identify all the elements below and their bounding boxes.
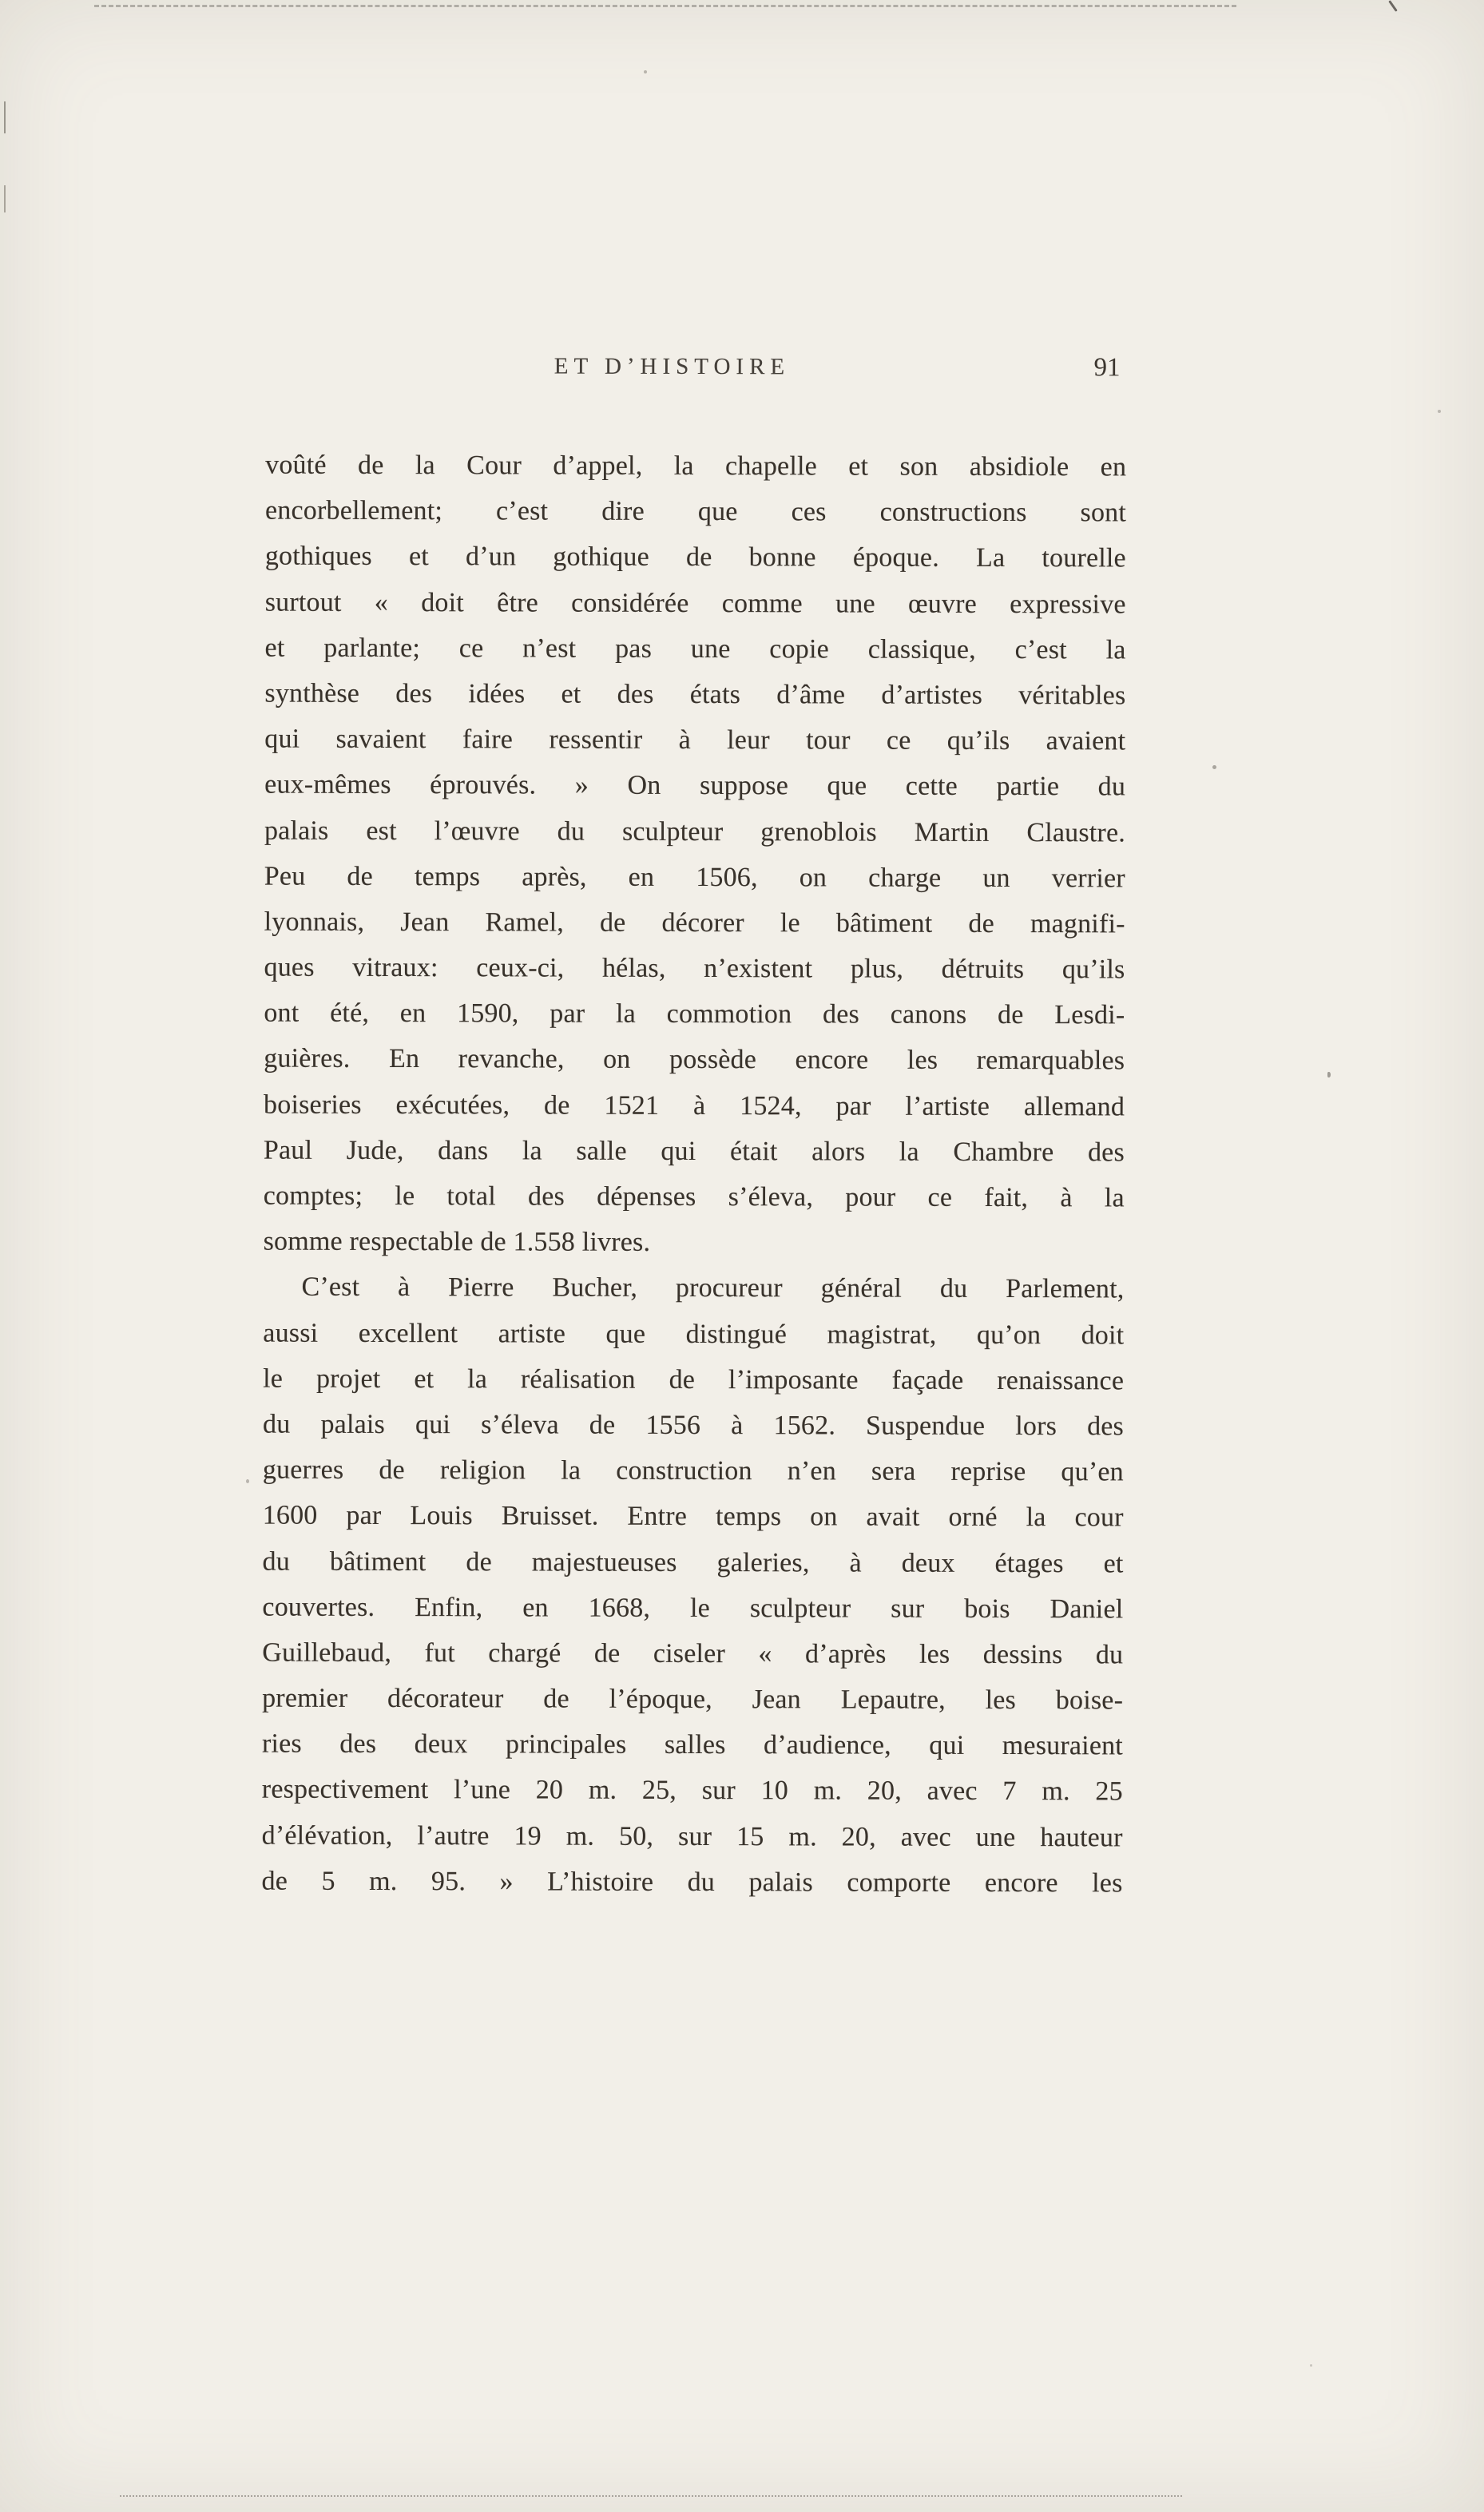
text-line: ont été, en 1590, par la commotion des canons de Lesdi- <box>264 998 1125 1030</box>
text-line: couvertes. Enfin, en 1668, le sculpteur sur bois Daniel <box>262 1592 1124 1625</box>
running-title: ET D’HISTOIRE <box>554 353 791 380</box>
text-line: voûté de la Cour d’appel, la chapelle et son absidiole en <box>265 450 1127 482</box>
text-block <box>261 353 1126 1907</box>
text-line: 1600 par Louis Bruisset. Entre temps on avait orné la cour <box>262 1500 1124 1533</box>
text-line: et parlante; ce n’est pas une copie classique, c’est la <box>264 633 1126 665</box>
text-line: guerres de religion la construction n’en sera reprise qu’en <box>262 1454 1124 1487</box>
text-line: Peu de temps après, en 1506, on charge un verrier <box>264 861 1125 894</box>
text-line: surtout « doit être considérée comme une œuvre expressive <box>264 587 1126 619</box>
text-line: lyonnais, Jean Ramel, de décorer le bâtiment de magnifi- <box>264 907 1125 939</box>
text-line: synthèse des idées et des états d’âme d’artistes véritables <box>264 678 1126 711</box>
text-line: boiseries exécutées, de 1521 à 1524, par l’artiste allemand <box>264 1089 1125 1122</box>
scan-artifact-top-edge <box>94 5 1236 7</box>
text-line: aussi excellent artiste que distingué magistrat, qu’on doit <box>263 1318 1125 1350</box>
text-line: premier décorateur de l’époque, Jean Lepautre, les boise- <box>262 1683 1124 1716</box>
text-line: Paul Jude, dans la salle qui était alors la Chambre des <box>263 1135 1125 1168</box>
text-line: d’élévation, l’autre 19 m. 50, sur 15 m. 20, avec une hauteur <box>261 1820 1123 1853</box>
text-line: encorbellement; c’est dire que ces constructions sont <box>264 495 1127 528</box>
text-line: de 5 m. 95. » L’histoire du palais comporte encore les <box>261 1866 1123 1899</box>
body-text <box>261 442 1126 1907</box>
text-line: eux-mêmes éprouvés. » On suppose que cette partie du <box>264 769 1126 802</box>
text-line: C’est à Pierre Bucher, procureur général du Parlement, <box>301 1272 1125 1304</box>
text-line: respectivement l’une 20 m. 25, sur 10 m. 20, avec 7 m. 25 <box>261 1775 1123 1807</box>
scan-speck <box>1438 410 1441 413</box>
text-line: le projet et la réalisation de l’imposante façade renaissance <box>263 1363 1125 1396</box>
scan-artifact-corner-mark <box>1388 0 1398 12</box>
scan-speck <box>1310 2364 1312 2367</box>
page-number: 91 <box>1093 353 1121 383</box>
scan-speck <box>1212 765 1216 769</box>
scan-artifact-left-edge-mark <box>4 185 6 212</box>
paragraph <box>264 442 1127 1267</box>
scan-speck <box>246 1479 249 1483</box>
text-line: du palais qui s’éleva de 1556 à 1562. Suspendue lors des <box>262 1409 1125 1442</box>
scan-speck <box>644 70 647 73</box>
scan-artifact-bottom-edge <box>120 2495 1182 2497</box>
text-line: guières. En revanche, on possède encore les remarquables <box>264 1044 1125 1076</box>
scan-speck <box>1327 1072 1331 1077</box>
text-line: qui savaient faire ressentir à leur tour ce qu’ils avaient <box>264 724 1126 756</box>
text-line: du bâtiment de majestueuses galeries, à deux étages et <box>262 1546 1124 1578</box>
text-line: ques vitraux: ceux-ci, hélas, n’existent plus, détruits qu’ils <box>264 952 1125 985</box>
text-line: gothiques et d’un gothique de bonne époque. La tourelle <box>264 541 1126 573</box>
text-line: ries des deux principales salles d’audience, qui mesuraient <box>261 1728 1124 1761</box>
text-line: palais est l’œuvre du sculpteur grenoblois Martin Claustre. <box>264 816 1126 847</box>
scan-artifact-left-edge-mark <box>4 101 6 133</box>
paragraph <box>261 1264 1124 1906</box>
text-line: Guillebaud, fut chargé de ciseler « d’après les dessins du <box>262 1637 1124 1670</box>
text-line: comptes; le total des dépenses s’éleva, pour ce fait, à la <box>263 1181 1125 1213</box>
page-header <box>265 353 1126 387</box>
text-line: somme respectable de 1.558 livres. <box>263 1226 651 1258</box>
